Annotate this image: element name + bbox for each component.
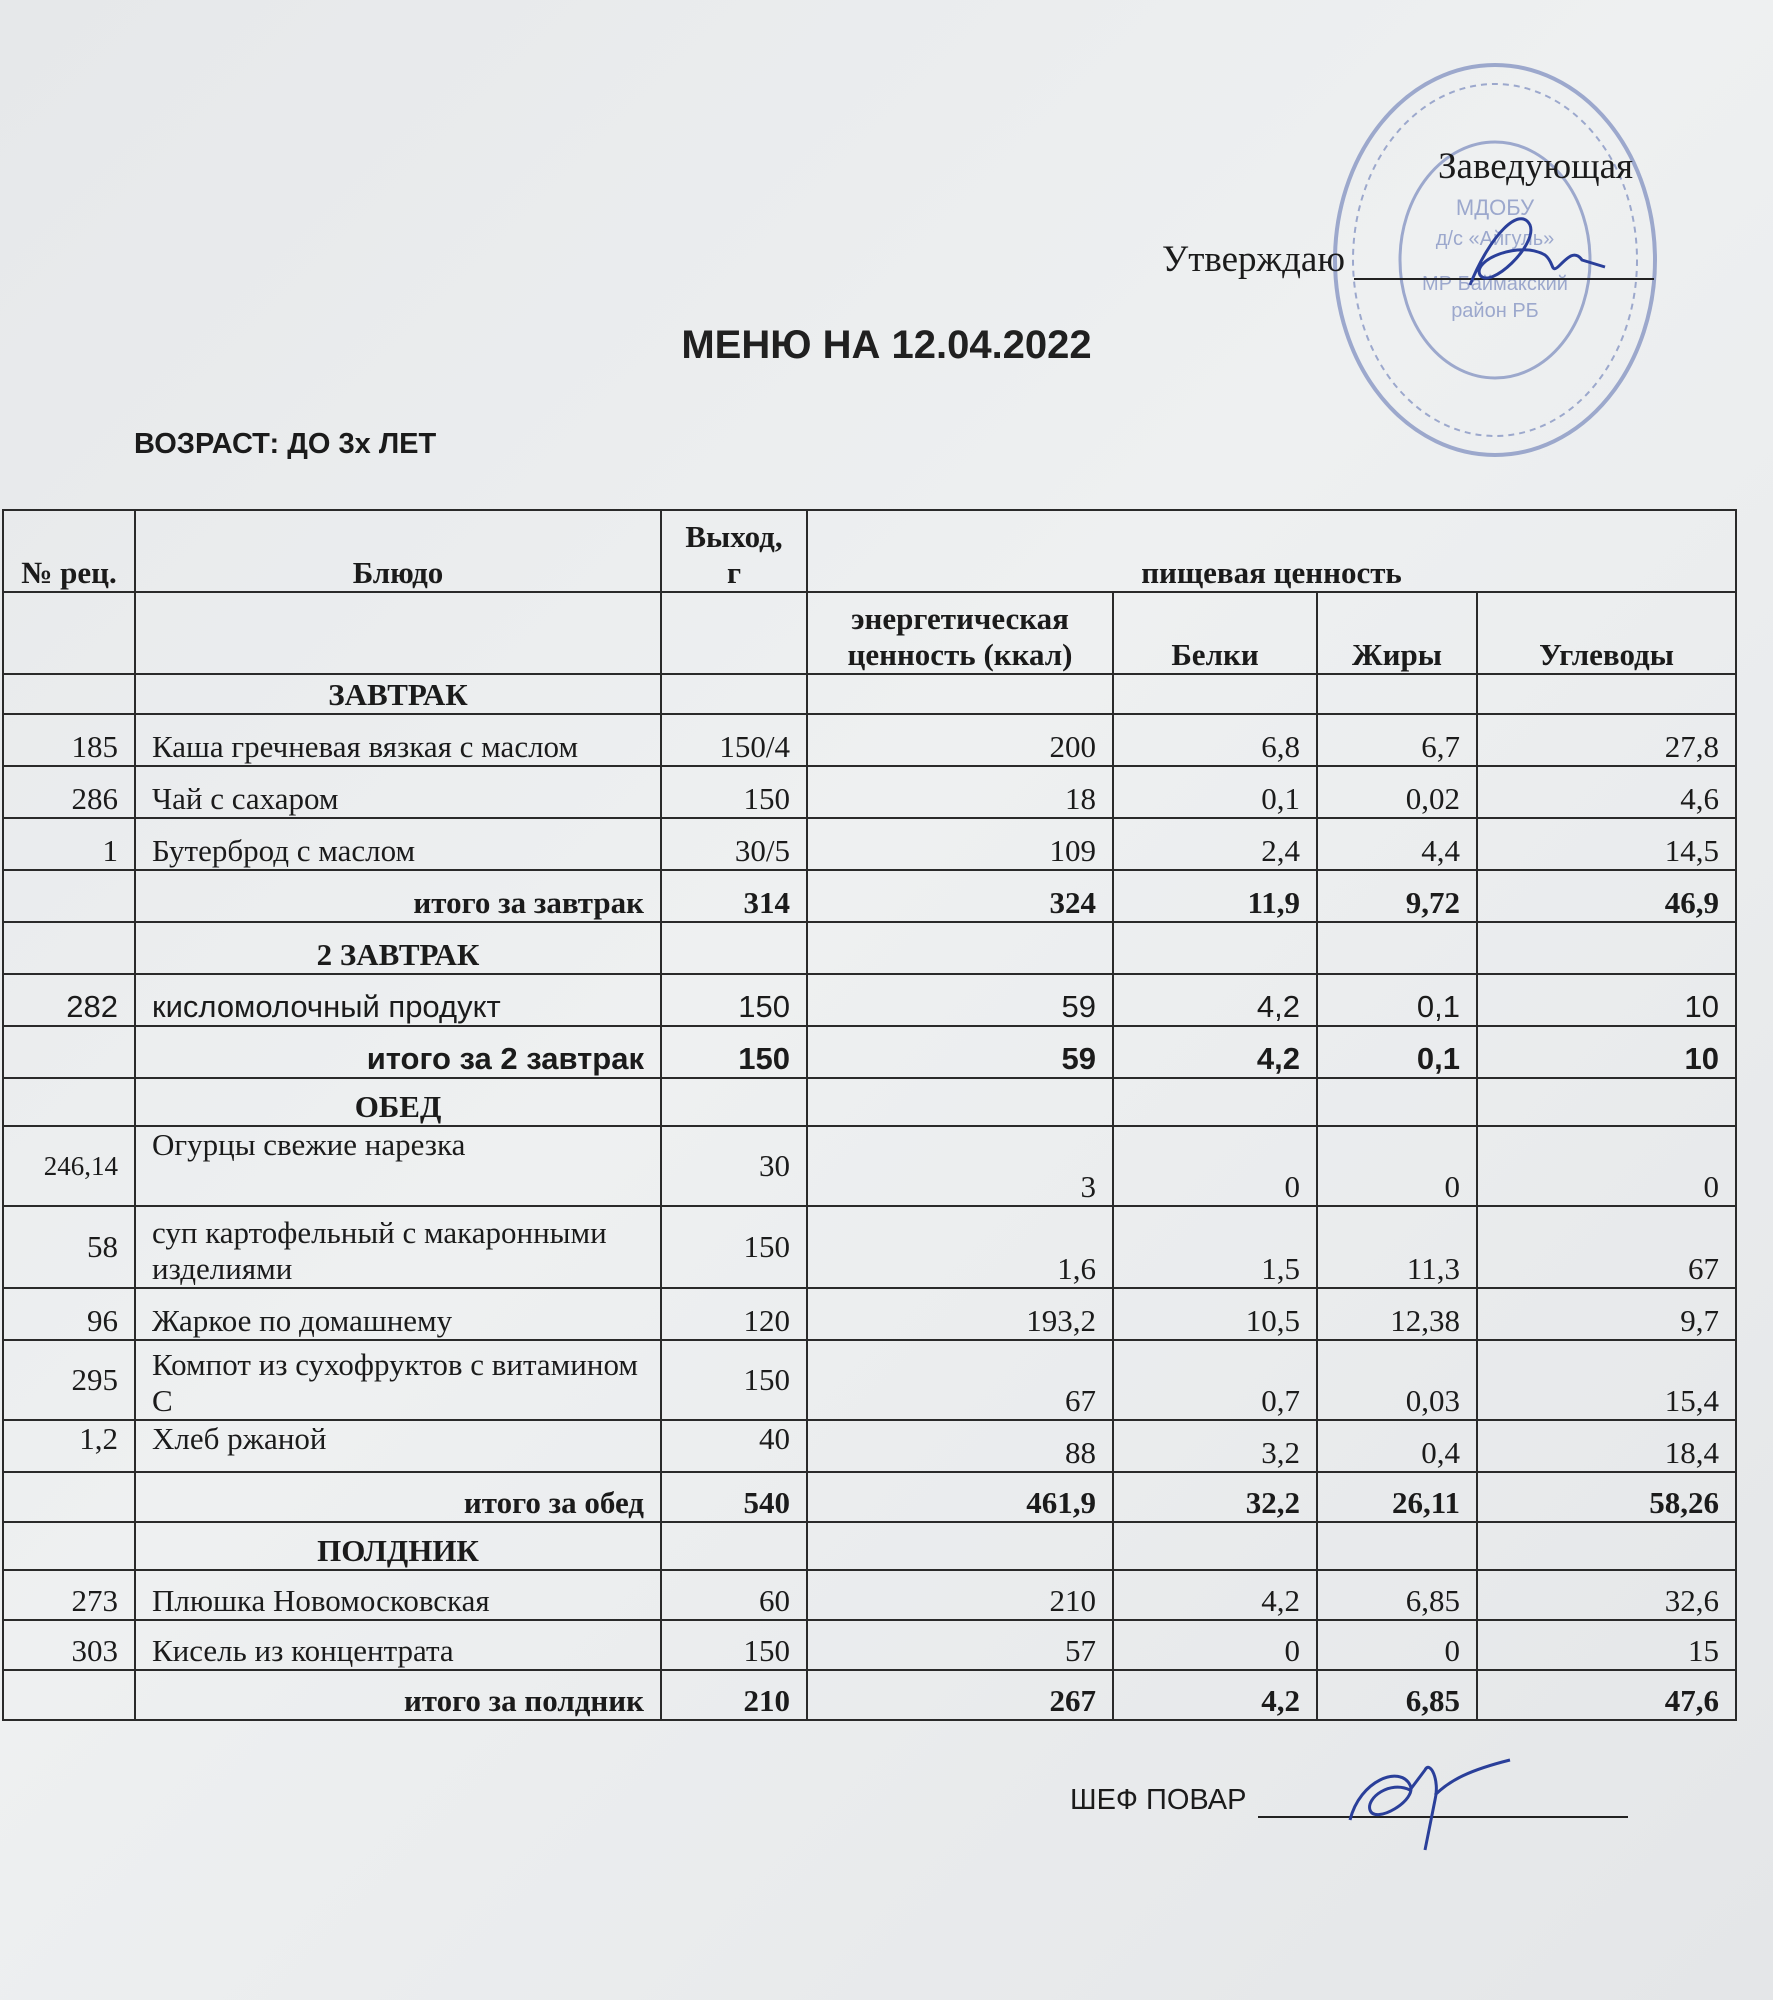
- director-signature: [1450, 195, 1610, 305]
- table-cell: 67: [1477, 1206, 1736, 1288]
- table-row: [3, 1206, 1736, 1288]
- table-cell: 0,1: [1317, 974, 1477, 1026]
- table-cell: [1113, 922, 1317, 974]
- table-cell: Компот из сухофруктов с витамином С: [135, 1340, 661, 1420]
- table-cell: 6,8: [1113, 714, 1317, 766]
- table-cell: [1477, 674, 1736, 714]
- table-cell: 11,3: [1317, 1206, 1477, 1288]
- table-cell: 4,4: [1317, 818, 1477, 870]
- table-cell: Чай с сахаром: [135, 766, 661, 818]
- table-row: [3, 1570, 1736, 1620]
- table-cell: [135, 592, 661, 674]
- table-row: [3, 1620, 1736, 1670]
- table-cell: [3, 1670, 135, 1720]
- total-row: [3, 1026, 1736, 1078]
- table-cell: 273: [3, 1570, 135, 1620]
- table-cell: 2,4: [1113, 818, 1317, 870]
- table-cell: [3, 592, 135, 674]
- table-cell: 27,8: [1477, 714, 1736, 766]
- table-cell: Каша гречневая вязкая с маслом: [135, 714, 661, 766]
- header-protein: Белки: [1113, 592, 1317, 674]
- table-cell: [1477, 922, 1736, 974]
- table-cell: [3, 1026, 135, 1078]
- table-cell: [1113, 1078, 1317, 1126]
- table-row: [3, 1288, 1736, 1340]
- svg-text:МДОБУ: МДОБУ: [1455, 195, 1535, 220]
- table-cell: [3, 674, 135, 714]
- chef-signature: [1330, 1740, 1520, 1860]
- table-cell: 4,2: [1113, 974, 1317, 1026]
- table-cell: 4,2: [1113, 1026, 1317, 1078]
- age-group-label: ВОЗРАСТ: ДО 3х ЛЕТ: [134, 428, 437, 460]
- table-row: [3, 1126, 1736, 1206]
- table-cell: Огурцы свежие нарезка: [135, 1126, 661, 1206]
- table-cell: [1317, 1078, 1477, 1126]
- section-title-breakfast2: 2 ЗАВТРАК: [135, 922, 661, 974]
- table-cell: [1113, 1522, 1317, 1570]
- table-cell: [661, 1078, 807, 1126]
- table-cell: 10,5: [1113, 1288, 1317, 1340]
- table-cell: 67: [807, 1340, 1113, 1420]
- table-cell: [807, 1522, 1113, 1570]
- table-cell: 6,7: [1317, 714, 1477, 766]
- table-cell: 18: [807, 766, 1113, 818]
- approval-label: Утверждаю: [1162, 239, 1345, 280]
- header-energy: энергетическая ценность (ккал): [807, 592, 1113, 674]
- table-cell: 150: [661, 1026, 807, 1078]
- total-row: [3, 1472, 1736, 1522]
- table-cell: 282: [3, 974, 135, 1026]
- table-cell: 3: [807, 1126, 1113, 1206]
- table-cell: 1,5: [1113, 1206, 1317, 1288]
- table-cell: 461,9: [807, 1472, 1113, 1522]
- table-row: [3, 818, 1736, 870]
- svg-text:д/с «Айгуль»: д/с «Айгуль»: [1435, 228, 1555, 250]
- table-cell: 11,9: [1113, 870, 1317, 922]
- table-cell: [807, 922, 1113, 974]
- table-cell: [661, 674, 807, 714]
- section-title-lunch: ОБЕД: [135, 1078, 661, 1126]
- total-row: [3, 870, 1736, 922]
- table-cell: [1317, 922, 1477, 974]
- table-cell: 32,2: [1113, 1472, 1317, 1522]
- table-cell: [1113, 674, 1317, 714]
- table-cell: 246,14: [3, 1126, 135, 1206]
- total-label: итого за завтрак: [135, 870, 661, 922]
- table-cell: 303: [3, 1620, 135, 1670]
- table-cell: 58,26: [1477, 1472, 1736, 1522]
- table-cell: 12,38: [1317, 1288, 1477, 1340]
- table-cell: 210: [661, 1670, 807, 1720]
- table-cell: 210: [807, 1570, 1113, 1620]
- section-row: [3, 1522, 1736, 1570]
- total-label: итого за полдник: [135, 1670, 661, 1720]
- table-cell: [661, 592, 807, 674]
- table-cell: 0: [1477, 1126, 1736, 1206]
- table-cell: [3, 1078, 135, 1126]
- svg-text:МР Баймакский: МР Баймакский: [1422, 273, 1568, 295]
- section-row: [3, 922, 1736, 974]
- table-cell: 150: [661, 974, 807, 1026]
- table-cell: 0,1: [1317, 1026, 1477, 1078]
- table-row: [3, 1420, 1736, 1472]
- header-nutrition: пищевая ценность: [807, 510, 1736, 592]
- menu-table: [2, 509, 1737, 1721]
- table-cell: [1317, 1522, 1477, 1570]
- table-cell: 295: [3, 1340, 135, 1420]
- table-cell: 46,9: [1477, 870, 1736, 922]
- table-cell: 40: [661, 1420, 807, 1472]
- table-cell: 4,2: [1113, 1670, 1317, 1720]
- table-row: [3, 766, 1736, 818]
- table-cell: 0: [1317, 1126, 1477, 1206]
- header-yield: Выход, г: [661, 510, 807, 592]
- table-cell: кисломолочный продукт: [135, 974, 661, 1026]
- table-cell: 109: [807, 818, 1113, 870]
- table-cell: 6,85: [1317, 1570, 1477, 1620]
- table-cell: 286: [3, 766, 135, 818]
- table-cell: 15: [1477, 1620, 1736, 1670]
- table-cell: 0,4: [1317, 1420, 1477, 1472]
- table-row: [3, 974, 1736, 1026]
- table-cell: 0: [1113, 1126, 1317, 1206]
- table-subheader-row: [3, 592, 1736, 674]
- table-cell: 58: [3, 1206, 135, 1288]
- table-cell: 324: [807, 870, 1113, 922]
- table-cell: Бутерброд с маслом: [135, 818, 661, 870]
- table-cell: 1: [3, 818, 135, 870]
- approver-role: Заведующая: [1438, 146, 1634, 187]
- table-cell: 57: [807, 1620, 1113, 1670]
- table-cell: 0,1: [1113, 766, 1317, 818]
- table-cell: 26,11: [1317, 1472, 1477, 1522]
- table-cell: [661, 922, 807, 974]
- table-cell: 30: [661, 1126, 807, 1206]
- table-cell: 120: [661, 1288, 807, 1340]
- table-cell: 4,2: [1113, 1570, 1317, 1620]
- table-cell: [1477, 1078, 1736, 1126]
- table-cell: 10: [1477, 974, 1736, 1026]
- table-row: [3, 1340, 1736, 1420]
- table-cell: 1,6: [807, 1206, 1113, 1288]
- header-fat: Жиры: [1317, 592, 1477, 674]
- table-cell: 18,4: [1477, 1420, 1736, 1472]
- section-title-breakfast: ЗАВТРАК: [135, 674, 661, 714]
- table-cell: 59: [807, 1026, 1113, 1078]
- header-recipe-number: № рец.: [3, 510, 135, 592]
- table-cell: 0,03: [1317, 1340, 1477, 1420]
- table-header-row: [3, 510, 1736, 592]
- table-cell: 6,85: [1317, 1670, 1477, 1720]
- table-cell: [661, 1522, 807, 1570]
- table-cell: 0,02: [1317, 766, 1477, 818]
- table-cell: Хлеб ржаной: [135, 1420, 661, 1472]
- table-cell: 60: [661, 1570, 807, 1620]
- table-cell: [807, 1078, 1113, 1126]
- table-cell: [1477, 1522, 1736, 1570]
- table-cell: 200: [807, 714, 1113, 766]
- page-title: МЕНЮ НА 12.04.2022: [681, 323, 1092, 367]
- total-label: итого за 2 завтрак: [135, 1026, 661, 1078]
- table-cell: 14,5: [1477, 818, 1736, 870]
- table-cell: 150: [661, 1206, 807, 1288]
- section-row: [3, 674, 1736, 714]
- table-cell: 540: [661, 1472, 807, 1522]
- table-cell: 59: [807, 974, 1113, 1026]
- table-cell: 1,2: [3, 1420, 135, 1472]
- table-cell: 185: [3, 714, 135, 766]
- table-cell: суп картофельный с макаронными изделиями: [135, 1206, 661, 1288]
- table-cell: 150: [661, 766, 807, 818]
- table-cell: [1317, 674, 1477, 714]
- table-cell: [3, 870, 135, 922]
- table-cell: [3, 1472, 135, 1522]
- table-cell: 150: [661, 1340, 807, 1420]
- table-cell: 10: [1477, 1026, 1736, 1078]
- header-dish: Блюдо: [135, 510, 661, 592]
- table-row: [3, 714, 1736, 766]
- table-cell: 88: [807, 1420, 1113, 1472]
- table-cell: 9,72: [1317, 870, 1477, 922]
- table-cell: 47,6: [1477, 1670, 1736, 1720]
- table-cell: 193,2: [807, 1288, 1113, 1340]
- table-cell: [3, 1522, 135, 1570]
- total-row: [3, 1670, 1736, 1720]
- table-cell: Плюшка Новомосковская: [135, 1570, 661, 1620]
- table-cell: 0,7: [1113, 1340, 1317, 1420]
- table-cell: 9,7: [1477, 1288, 1736, 1340]
- table-cell: [807, 674, 1113, 714]
- table-cell: 0: [1113, 1620, 1317, 1670]
- table-cell: 314: [661, 870, 807, 922]
- table-cell: 0: [1317, 1620, 1477, 1670]
- table-cell: 3,2: [1113, 1420, 1317, 1472]
- table-cell: [3, 922, 135, 974]
- table-cell: Кисель из концентрата: [135, 1620, 661, 1670]
- table-cell: 4,6: [1477, 766, 1736, 818]
- table-cell: 150: [661, 1620, 807, 1670]
- table-cell: 267: [807, 1670, 1113, 1720]
- svg-text:район РБ: район РБ: [1451, 300, 1539, 322]
- table-cell: 32,6: [1477, 1570, 1736, 1620]
- table-cell: 96: [3, 1288, 135, 1340]
- table-cell: Жаркое по домашнему: [135, 1288, 661, 1340]
- chef-label: ШЕФ ПОВАР: [1070, 1784, 1247, 1816]
- section-row: [3, 1078, 1736, 1126]
- section-title-snack: ПОЛДНИК: [135, 1522, 661, 1570]
- table-cell: 30/5: [661, 818, 807, 870]
- table-cell: 15,4: [1477, 1340, 1736, 1420]
- table-cell: 150/4: [661, 714, 807, 766]
- total-label: итого за обед: [135, 1472, 661, 1522]
- header-carbs: Углеводы: [1477, 592, 1736, 674]
